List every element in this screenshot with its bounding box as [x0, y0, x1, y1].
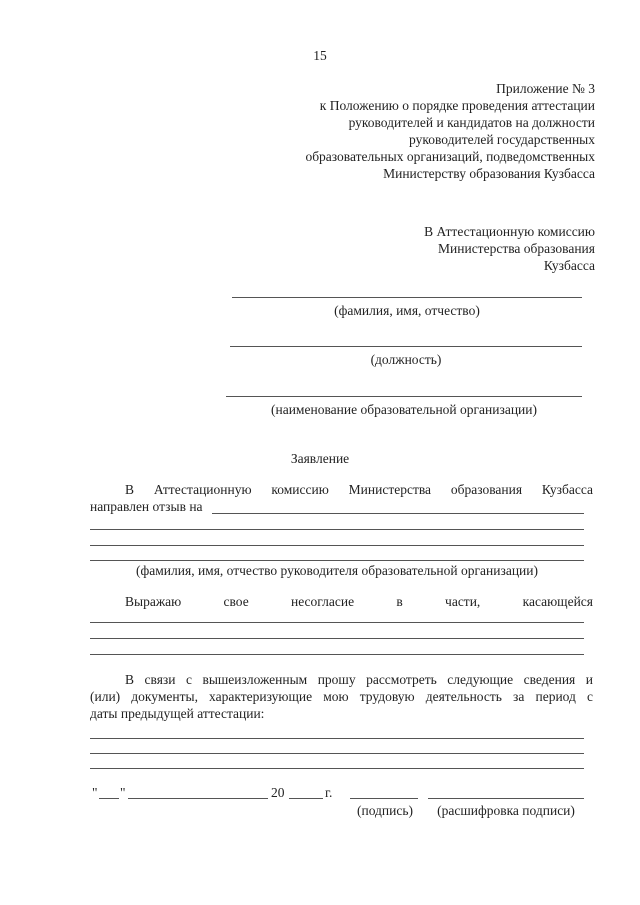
appendix-line: руководителей государственных — [409, 132, 595, 147]
org-underline[interactable] — [226, 396, 582, 397]
p2-underline-2[interactable] — [90, 638, 584, 639]
appendix-line: Министерству образования Кузбасса — [383, 166, 595, 181]
p3-underline-2[interactable] — [90, 753, 584, 754]
appendix-header — [195, 80, 595, 182]
quote-open: " — [92, 785, 98, 800]
appendix-title: Приложение № 3 — [496, 81, 595, 96]
month-underline[interactable] — [128, 798, 268, 799]
position-underline[interactable] — [230, 346, 582, 347]
position-caption: (должность) — [370, 352, 442, 367]
org-caption: (наименование образовательной организации) — [271, 402, 537, 417]
p1-line2-prefix: направлен отзыв на — [90, 499, 203, 514]
p1-underline-3[interactable] — [90, 545, 584, 546]
decode-underline[interactable] — [428, 798, 584, 799]
p3-line1: В связи с вышеизложенным прошу рассмотреть следующие сведения и — [125, 672, 593, 687]
year-suffix: г. — [325, 785, 333, 800]
p1-caption: (фамилия, имя, отчество руководителя образовательной организации) — [136, 563, 538, 578]
addressee-line: В Аттестационную комиссию — [424, 224, 595, 239]
page-number: 15 — [313, 48, 327, 63]
appendix-line: к Положению о порядке проведения аттестации — [319, 98, 595, 113]
fio-underline[interactable] — [232, 297, 582, 298]
p3-line2: (или) документы, характеризующие мою трудовую деятельность за период с — [90, 689, 593, 704]
p2-underline-1[interactable] — [90, 622, 584, 623]
p3-line3: даты предыдущей аттестации: — [90, 706, 265, 721]
p1-line1: В Аттестационную комиссию Министерства образования Кузбасса — [125, 482, 593, 497]
quote-close: " — [120, 785, 126, 800]
appendix-line: образовательных организаций, подведомственных — [305, 149, 595, 164]
p3-underline-3[interactable] — [90, 768, 584, 769]
signature-caption: (подпись) — [356, 803, 414, 818]
year-prefix: 20 — [271, 785, 285, 800]
addressee-line: Кузбасса — [543, 258, 595, 273]
p1-underline-4[interactable] — [90, 560, 584, 561]
year-underline[interactable] — [289, 798, 323, 799]
appendix-line: руководителей и кандидатов на должности — [348, 115, 595, 130]
addressee-block — [295, 223, 595, 274]
statement-title: Заявление — [290, 451, 350, 466]
decode-caption: (расшифровка подписи) — [437, 803, 575, 818]
fio-caption: (фамилия, имя, отчество) — [334, 303, 480, 318]
p1-underline-2[interactable] — [90, 529, 584, 530]
p3-underline-1[interactable] — [90, 738, 584, 739]
p2-line1: Выражаю свое несогласие в части, касающейся — [125, 594, 593, 609]
p2-underline-3[interactable] — [90, 654, 584, 655]
addressee-line: Министерства образования — [438, 241, 595, 256]
p1-underline-1[interactable] — [212, 513, 584, 514]
day-underline[interactable] — [99, 798, 119, 799]
signature-underline[interactable] — [350, 798, 418, 799]
